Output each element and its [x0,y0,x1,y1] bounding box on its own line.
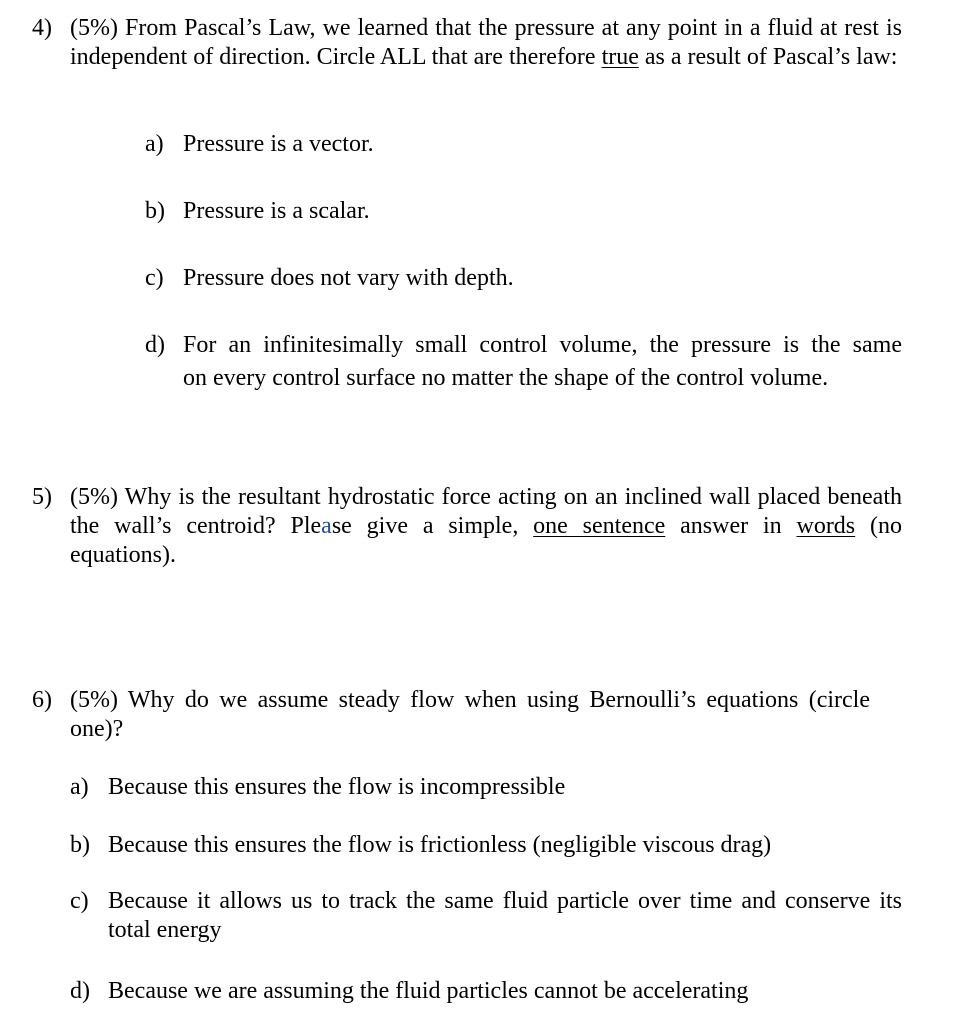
question-6 [32,686,902,744]
option-text: Pressure is a scalar. [183,198,370,224]
question-6-option-c[interactable] [70,887,902,945]
question-6-option-a[interactable] [70,771,565,804]
option-label: c) [145,265,164,291]
option-label: d) [145,332,165,358]
question-5 [32,483,902,570]
highlighted-letter: a [321,513,332,539]
question-4-prompt: (5%) From Pascal’s Law, we learned that the pressure at any point in a fluid at rest is independent of direction. Circle ALL that are therefore true as a result of Pascal’s law: [70,15,902,70]
question-5-prompt: (5%) Why is the resultant hydrostatic force acting on an inclined wall placed beneath the wall’s centroid? Please give a simple, one sentence answer in words (no equations). [70,484,902,568]
option-text: Because this ensures the flow is incompressible [108,774,566,800]
option-label: c) [70,888,89,914]
question-4-number: 4) [32,15,52,41]
option-text: For an infinitesimally small control volume, the pressure is the same on every control surface no matter the shape of the control volume. [183,332,902,391]
option-text: Because it allows us to track the same fluid particle over time and conserve its total energy [108,888,902,943]
question-6-number: 6) [32,687,52,713]
question-4 [32,14,902,72]
emphasis-one-sentence: one sentence [533,513,666,539]
question-4-option-a[interactable] [145,128,374,161]
question-6-option-d[interactable] [70,975,748,1008]
option-label: a) [70,774,89,800]
emphasis-words: words [796,513,856,539]
option-label: a) [145,131,164,157]
question-4-option-d[interactable] [145,329,902,395]
option-text: Because we are assuming the fluid particles cannot be accelerating [108,978,749,1004]
question-6-option-b[interactable] [70,829,771,862]
question-4-option-c[interactable] [145,262,514,295]
option-text: Because this ensures the flow is frictionless (negligible viscous drag) [108,832,772,858]
emphasis-true: true [601,44,639,70]
option-label: b) [70,832,90,858]
question-5-number: 5) [32,484,52,510]
option-text: Pressure is a vector. [183,131,374,157]
option-text: Pressure does not vary with depth. [183,265,514,291]
option-label: b) [145,198,165,224]
option-label: d) [70,978,90,1004]
question-4-option-b[interactable] [145,195,370,228]
question-6-prompt: (5%) Why do we assume steady flow when using Bernoulli’s equations (circle one)? [70,687,870,742]
